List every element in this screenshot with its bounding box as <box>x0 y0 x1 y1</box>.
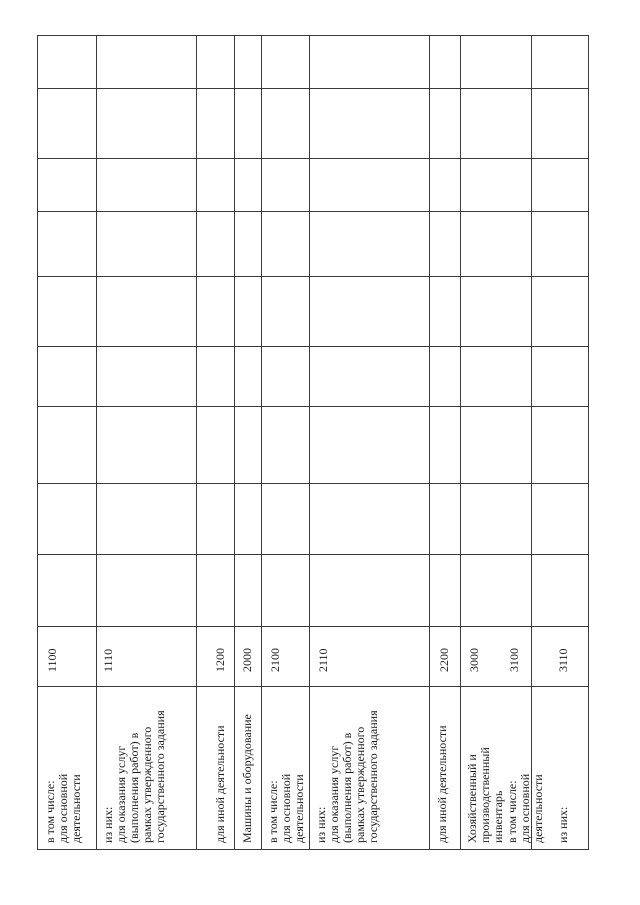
column-divider <box>38 483 588 484</box>
row-label: для иной деятельности <box>435 725 449 843</box>
row-label: в том числе: для основной деятельности <box>266 773 306 843</box>
row-label: для иной деятельности <box>213 725 227 843</box>
row-code: 3110 <box>556 648 570 672</box>
row-label: в том числе: для основной деятельности <box>505 773 545 843</box>
row-code: 1100 <box>45 648 59 672</box>
column-divider <box>38 211 588 212</box>
column-divider <box>38 554 588 555</box>
row-label: Машины и оборудование <box>240 714 254 843</box>
row-code: 3000 <box>467 648 481 672</box>
row-code: 3100 <box>507 648 521 672</box>
column-divider <box>38 406 588 407</box>
column-divider <box>38 158 588 159</box>
column-divider <box>38 276 588 277</box>
column-divider <box>38 686 588 687</box>
row-label: в том числе: для основной деятельности <box>43 773 83 843</box>
row-code: 1110 <box>101 648 115 672</box>
column-divider <box>38 626 588 627</box>
row-label: из них: для оказания услуг (выполнения работ) в рамках утвержденного государственного задания <box>314 710 380 843</box>
row-label: из них: для оказания услуг (выполнения работ) в рамках утвержденного государственного задания <box>101 710 167 843</box>
row-code: 2200 <box>437 648 451 672</box>
row-code: 1200 <box>213 648 227 672</box>
rotated-table <box>37 35 589 850</box>
column-divider <box>38 346 588 347</box>
row-label: Хозяйственный и производственный инвентарь <box>465 747 505 843</box>
row-code: 2110 <box>316 648 330 672</box>
column-divider <box>38 88 588 89</box>
row-code: 2000 <box>240 648 254 672</box>
row-label: из них: <box>556 806 570 843</box>
row-code: 2100 <box>268 648 282 672</box>
